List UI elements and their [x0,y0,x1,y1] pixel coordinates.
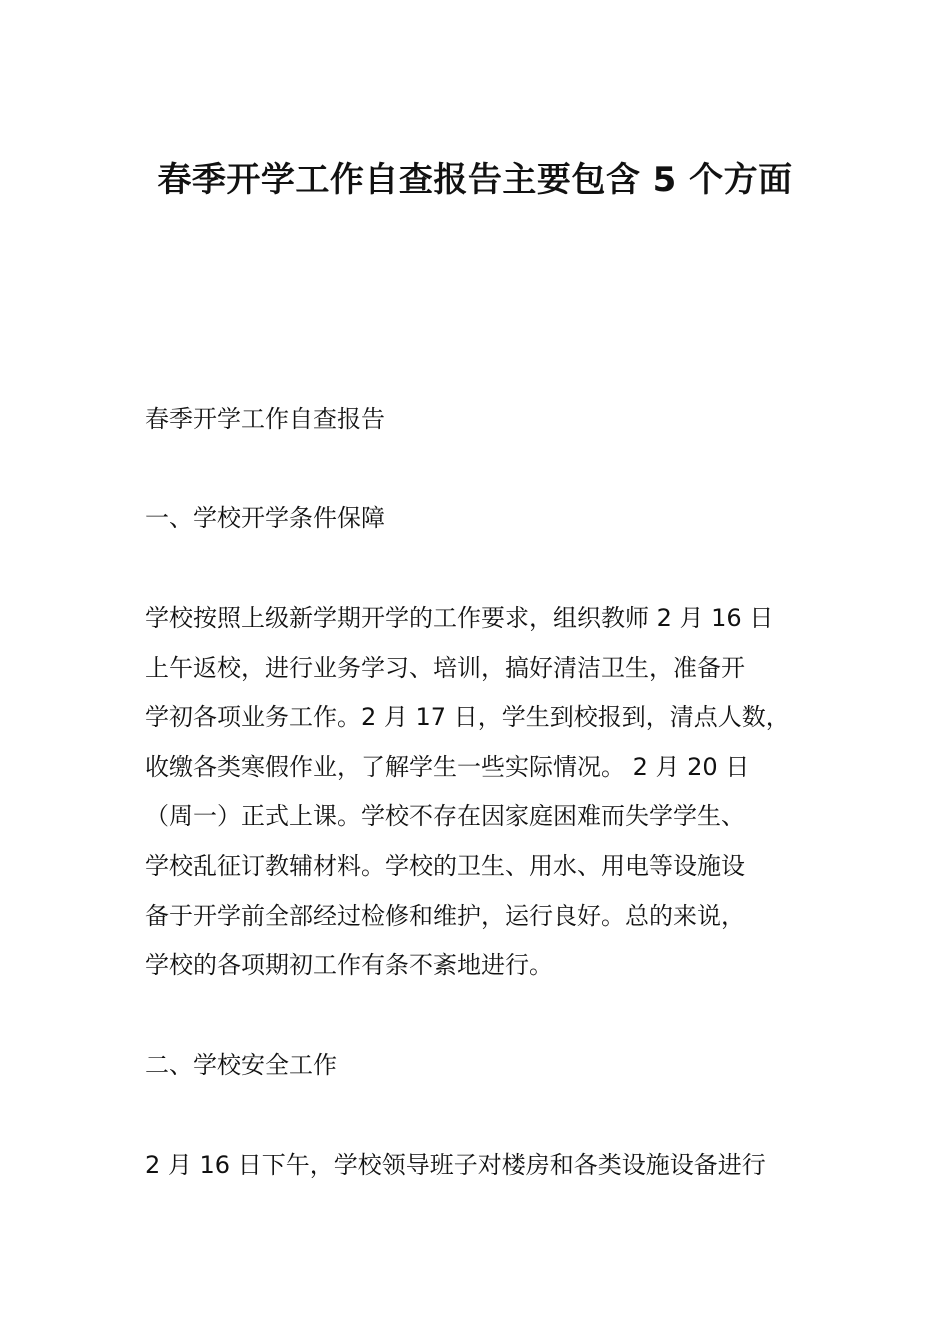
document-title: 春季开学工作自查报告主要包含 5 个方面 [157,160,793,200]
section-heading-2: 二、学校安全工作 [145,1051,337,1079]
report-subtitle: 春季开学工作自查报告 [145,405,385,433]
section-1-paragraph [145,594,845,991]
paragraph-line: 备于开学前全部经过检修和维护，运行良好。总的来说， [145,901,745,930]
paragraph-line: （周一）正式上课。学校不存在因家庭困难而失学学生、 [145,802,745,831]
section-2-paragraph [145,1141,845,1191]
paragraph-line: 学校按照上级新学期开学的工作要求，组织教师 2 月 16 日 [145,604,774,632]
paragraph-line: 上午返校，进行业务学习、培训，搞好清洁卫生，准备开 [145,653,745,682]
paragraph-line: 学校乱征订教辅材料。学校的卫生、用水、用电等设施设 [145,851,745,880]
paragraph-line: 学校的各项期初工作有条不紊地进行。 [145,951,553,980]
paragraph-line: 2 月 16 日下午，学校领导班子对楼房和各类设施设备进行 [145,1151,766,1179]
paragraph-line: 收缴各类寒假作业，了解学生一些实际情况。 2 月 20 日 [145,752,750,781]
paragraph-line: 学初各项业务工作。2 月 17 日，学生到校报到，清点人数， [145,703,790,732]
section-heading-1: 一、学校开学条件保障 [145,504,385,532]
